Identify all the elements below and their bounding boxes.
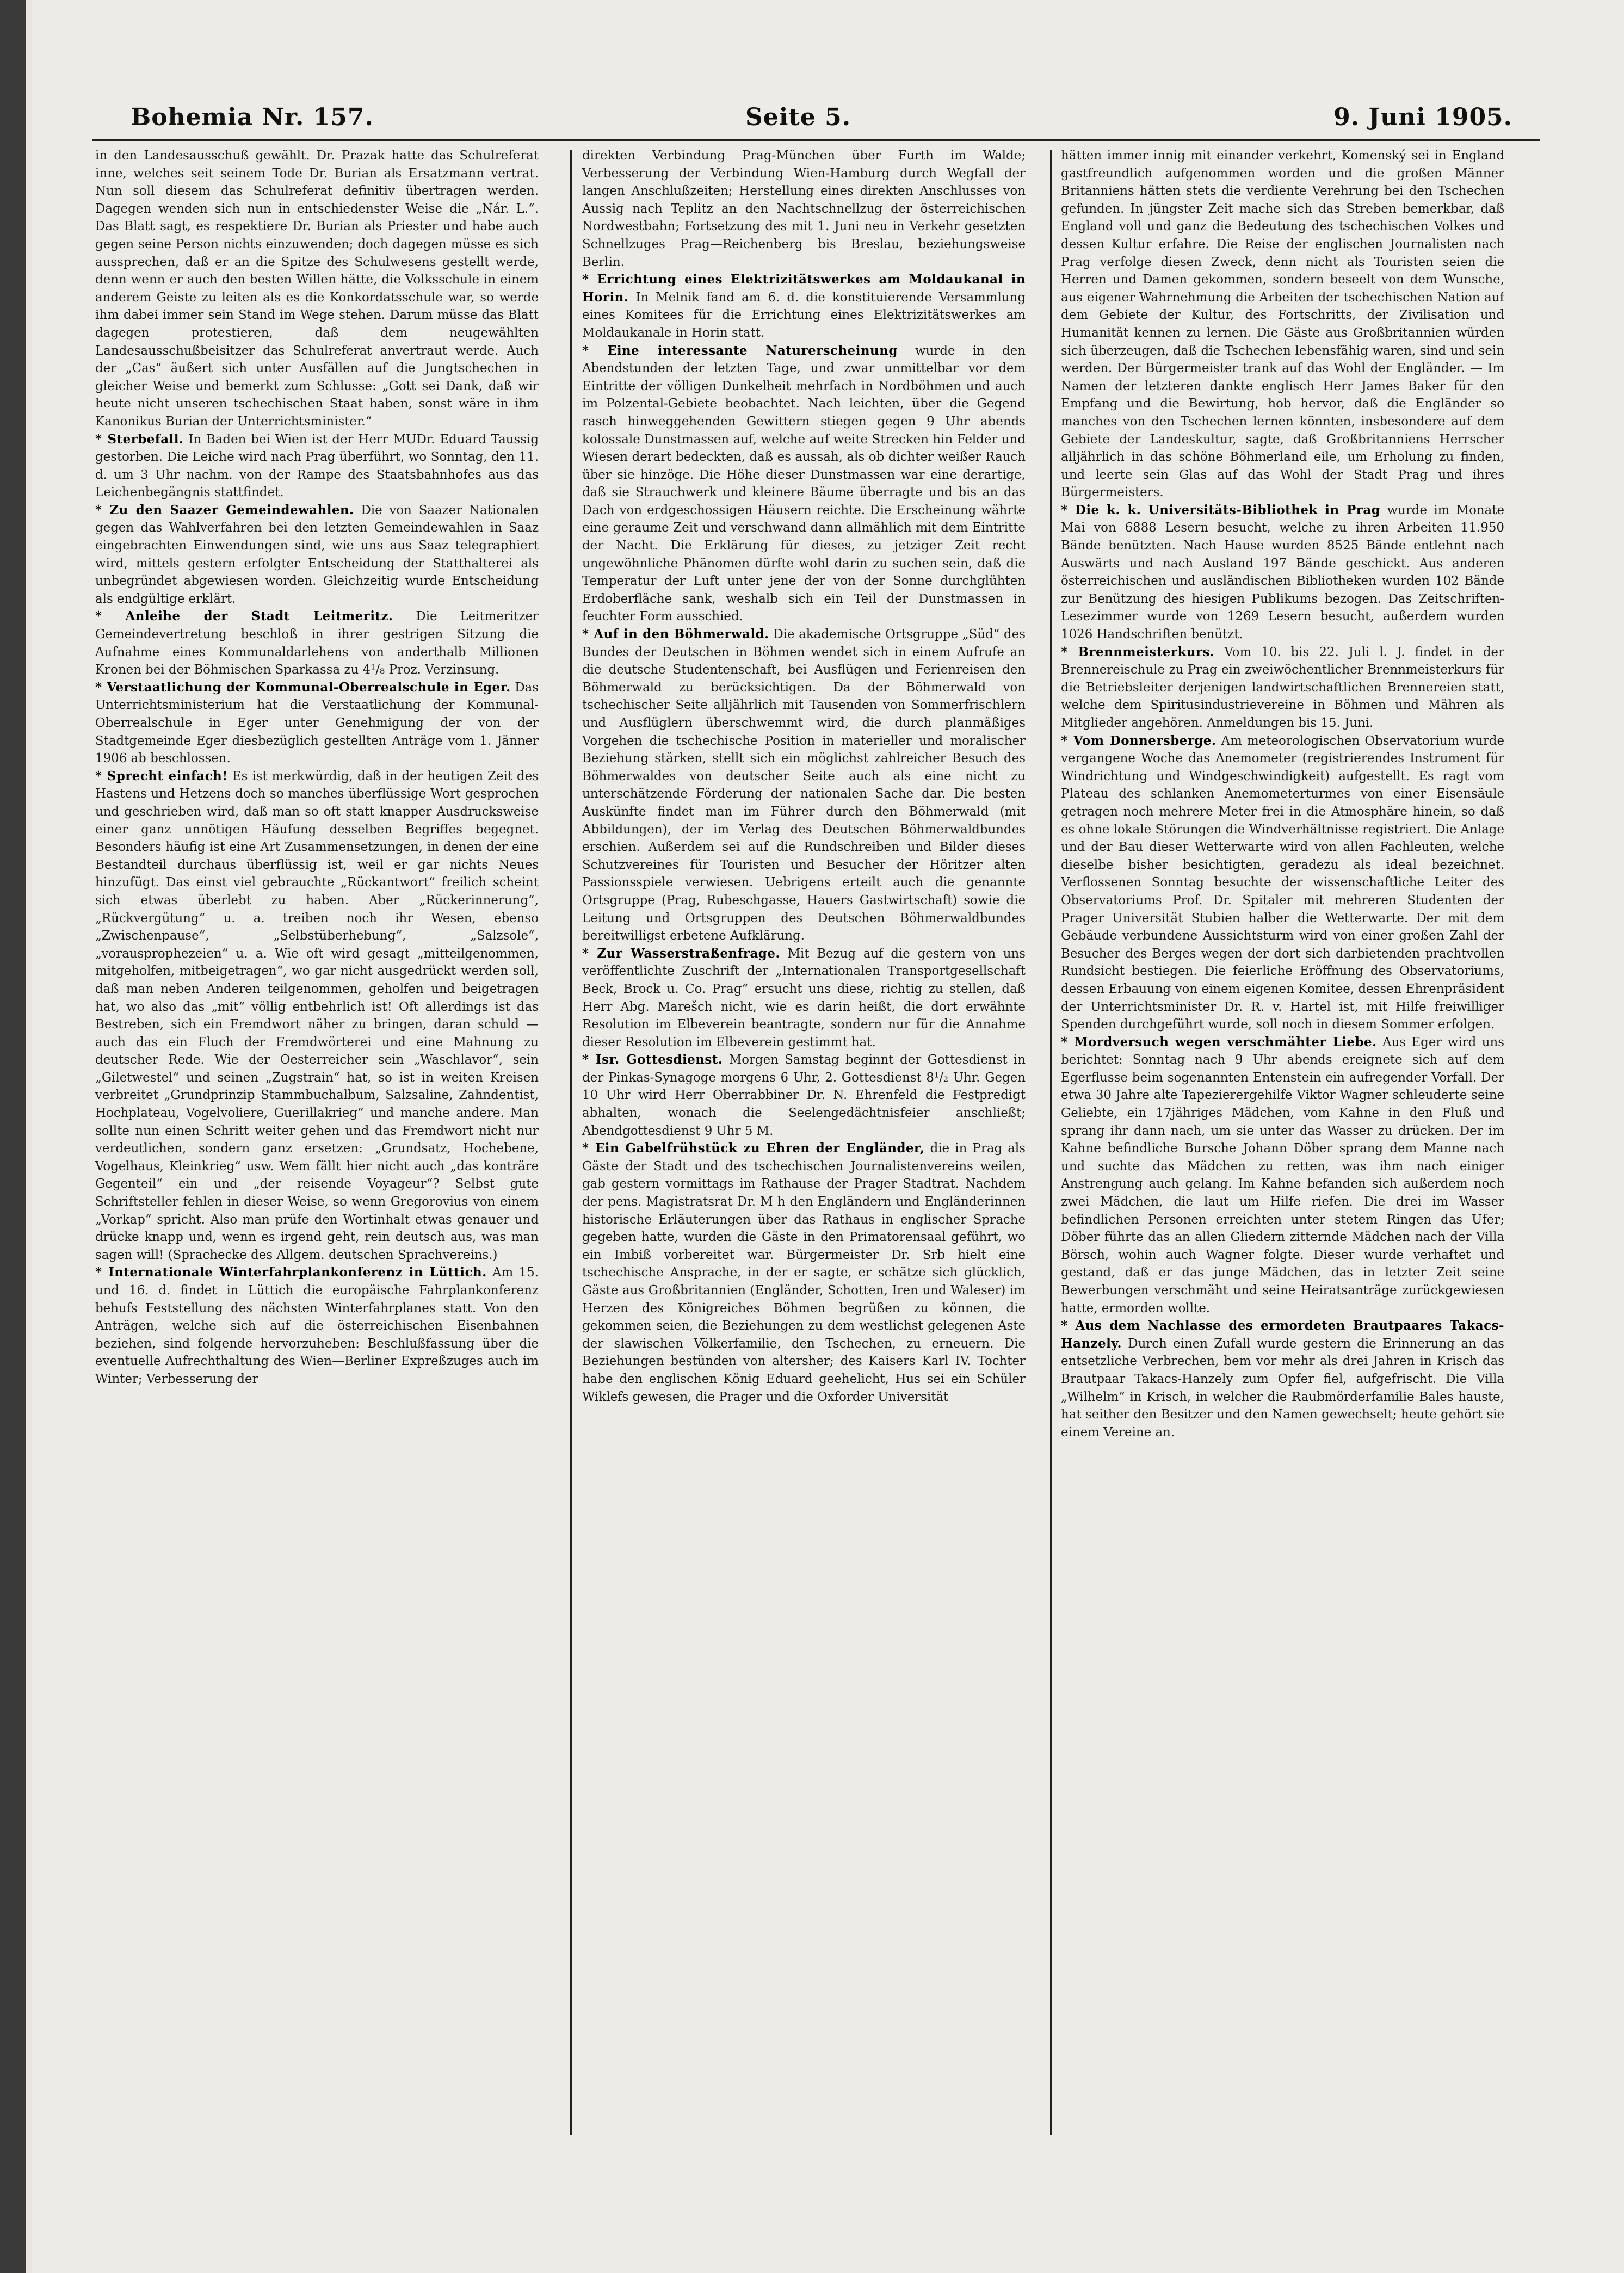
article-heading: * Auf in den Böhmerwald. — [582, 627, 769, 642]
article — [1061, 1317, 1504, 1441]
column-3 — [1061, 147, 1504, 2171]
article-body: Vom 10. bis 22. Juli l. J. findet in der Brennereischule zu Prag ein zweiwöchentlicher Brennmeisterkurs für die Betriebsleiter derjenigen landwirtschaftlichen Brennereien statt, welche dem Spiritusindustrievereine in Böhmen und Mähren als Mitglieder angehören. Anmeldungen bis 15. Juni. — [1061, 645, 1504, 730]
article-body: die in Prag als Gäste der Stadt und des tschechischen Journalistenvereins weilen, gab gestern vormittags im Rathause der Prager Stadtrat. Nachdem der pens. Magistratsrat Dr. M h den Engländern und Engländerinnen historische Erläuterungen über das Rathaus in englischer Sprache gegeben hatte, wurden die Gäste in den Primatorensaal geführt, wo ein Imbiß vorbereitet war. Bürgermeister Dr. Srb hielt eine tschechische Ansprache, in der er sagte, er schätze sich glücklich, Gäste aus Großbritannien (Engländer, Schotten, Iren und Waleser) im Herzen des Königreiches Böhmen begrüßen zu können, die gekommen seien, die Beziehungen zu dem westlichst gelegenen Aste der slawischen Völkerfamilie, den Tschechen, zu erneuern. Die Beziehungen bestünden von altersher; des Kaisers Karl IV. Tochter habe den englischen König Eduard geehelicht, Hus sei ein Schüler Wiklefs gewesen, die Prager und die Oxforder Universität — [582, 1141, 1026, 1404]
article-heading: * Sprecht einfach! — [95, 768, 228, 783]
article — [582, 271, 1026, 342]
article-heading: * Errichtung eines Elektrizitätswerkes am Moldaukanal in Horin. — [582, 272, 1026, 305]
article-body: In Melnik fand am 6. d. die konstituierende Versammlung eines Komitees für die Errichtung eines Elektrizitätswerkes am Moldaukanale in Horin statt. — [582, 290, 1026, 340]
article-heading: * Zur Wasserstraßenfrage. — [582, 946, 780, 961]
article-body: Am meteorologischen Observatorium wurde vergangene Woche das Anemometer (registrierendes Instrument für Windrichtung und Windgeschwindigkeit) aufgestellt. Es ragt vom Plateau des schlanken Anemometerturmes von einer Eisensäule getragen noch mehrere Meter frei in die Atmosphäre hinein, so daß es ohne lokale Störungen die Windverhältnisse registriert. Die Anlage und der Bau dieser Wetterwarte wird von allen Fachleuten, welche dieselbe bisher besichtigten, geradezu als ideal bezeichnet. Verflossenen Sonntag besuchte der wissenschaftliche Leiter des Observatoriums Prof. Dr. Spitaler mit mehreren Studenten der Prager Universität Stubien halber die Wetterwarte. Der mit dem Gebäude verbundene Aussichtsturm wird von einer großen Zahl der Besucher des Berges wegen der dort sich darbietenden prachtvollen Rundsicht bestiegen. Die feierliche Eröffnung des Observatoriums, dessen Erbauung von einem eigenen Komitee, dessen Ehrenpräsident der Unterrichtsminister Dr. R. v. Hartel ist, mit Hilfe freiwilliger Spenden durchgeführt wurde, soll noch in diesem Sommer erfolgen. — [1061, 733, 1504, 1032]
article-body: direkten Verbindung Prag-München über Furth im Walde; Verbesserung der Verbindung Wien-Hamburg durch Wegfall der langen Anschlußzeiten; Herstellung eines direkten Anschlusses von Aussig nach Teplitz an den Nachtschnellzug der österreichischen Nordwestbahn; Fortsetzung des mit 1. Juni neu in Verkehr gesetzten Schnellzuges Prag—Reichenberg bis Breslau, beziehungsweise Berlin. — [582, 149, 1026, 269]
article-body: wurde in den Abendstunden der letzten Tage, und zwar unmittelbar vor dem Eintritte der völligen Dunkelheit mehrfach in Nordböhmen und auch im Polzental-Gebiete beobachtet. Nach leichten, über die Gegend rasch hinweggehenden Gewittern stiegen gegen 9 Uhr abends kolossale Dunstmassen auf, welche auf weite Strecken hin Felder und Wiesen derart bedeckten, daß es aussah, als ob dichter weißer Rauch über sie hinzöge. Die Höhe dieser Dunstmassen war eine derartige, daß sie Strauchwerk und kleinere Bäume überragte und bis an das Dach von erdgeschossigen Häusern reichte. Die Erscheinung währte eine geraume Zeit und verschwand dann allmählich mit dem Eintritte der Nacht. Die Erklärung für dieses, zu jetziger Zeit recht ungewöhnliche Phänomen dürfte wohl darin zu suchen sein, daß die Temperatur der Luft unter jene der von der Sonne durchglühten Erdoberfläche sank, weshalb sich ein Teil der Dunstmassen in feuchter Form ausschied. — [582, 343, 1026, 624]
column-2 — [582, 147, 1026, 2171]
header-date: 9. Juni 1905. — [1333, 103, 1512, 131]
column-divider-2 — [1050, 150, 1052, 2135]
article-body: Mit Bezug auf die gestern von uns veröffentlichte Zuschrift der „Internationalen Transportgesellschaft Beck, Brock u. Co. Prag“ ersucht uns diese, richtig zu stellen, daß Herr Abg. Marešch nicht, wie es darin heißt, die dort erwähnte Resolution im Elbeverein beantragte, sondern nur für die Annahme dieser Resolution im Elbeverein gestimmt hat. — [582, 946, 1026, 1049]
article-body: Morgen Samstag beginnt der Gottesdienst in der Pinkas-Synagoge morgens 6 Uhr, 2. Gottesdienst 8¹/₂ Uhr. Gegen 10 Uhr wird Herr Oberrabbiner Dr. N. Ehrenfeld die Festpredigt abhalten, wonach die Seelengedächtnisfeier anschließt; Abendgottesdienst 9 Uhr 5 M. — [582, 1053, 1026, 1138]
article — [95, 147, 539, 431]
article-body: Die Leitmeritzer Gemeindevertretung beschloß in ihrer gestrigen Sitzung die Aufnahme eines Kommunaldarlehens von anderthalb Millionen Kronen bei der Böhmischen Sparkassa zu 4¹/₈ Proz. Verzinsung. — [95, 609, 539, 677]
article — [95, 431, 539, 502]
header-rule — [92, 139, 1540, 141]
article-body: Durch einen Zufall wurde gestern die Erinnerung an das entsetzliche Verbrechen, bem vor mehr als drei Jahren in Krisch das Brautpaar Takacs-Hanzely zum Opfer fiel, aufgefrischt. Die Villa „Wilhelm“ in Krisch, in welcher die Raubmörderfamilie Bales hauste, hat seither den Besitzer und den Namen gewechselt; heute gehört sie einem Vereine an. — [1061, 1336, 1504, 1440]
article — [95, 679, 539, 768]
article — [582, 147, 1026, 271]
article-heading: * Aus dem Nachlasse des ermordeten Brautpaares Takacs-Hanzely. — [1061, 1318, 1504, 1351]
article-body: Es ist merkwürdig, daß in der heutigen Zeit des Hastens und Hetzens doch so manches überflüssige Wort gesprochen und geschrieben wird, daß man so oft statt knapper Ausdrucksweise einer ganz unnötigen Häufung desselben Begriffes begegnet. Besonders häufig ist eine Art Zusammensetzungen, in denen der eine Bestandteil durchaus überflüssig ist, weil er gar nichts Neues hinzufügt. Das einst viel gebrauchte „Rückantwort“ freilich scheint sich etwas überlebt zu haben. Aber „Rückerinnerung“, „Rückvergütung“ u. a. treiben noch ihr Wesen, ebenso „Zwischenpause“, „Selbstüberhebung“, „Salzsole“, „vorausprophezeien“ u. a. Wie oft wird gesagt „mitteilgenommen, mitgeholfen, mitbeigetragen“, wo gar nicht ausgedrückt werden soll, daß man neben Anderen teilgenommen, geholfen und beigetragen hat, wo also das „mit“ völlig entbehrlich ist! Oft allerdings ist das Bestreben, sich ein Fremdwort näher zu bringen, daran schuld — auch das ein Fluch der Fremdwörterei und eine Mahnung zu deutscher Rede. Wie der Oesterreicher sein „Waschlavor“, sein „Giletwestel“ und seinen „Zugstrain“ hat, so ist in weiten Kreisen verbreitet „Grundprinzip Stammbuchalbum, Salzsaline, Zahndentist, Hochplateau, Vogelvoliere, Guerillakrieg“ und manche andere. Man sollte nun einen Schritt weiter gehen und das Fremdwort nicht nur verdeutlichen, sondern ganz ersetzen: „Grundsatz, Hochebene, Vogelhaus, Kleinkrieg“ usw. Wem fällt hier nicht auch „das konträre Gegenteil“ ein und „der reisende Voyageur“? Selbst gute Schriftsteller fehlen in dieser Weise, so wenn Gregorovius von einem „Vorkap“ spricht. Also man prüfe den Wortinhalt etwas genauer und drücke knapp und, wenn es irgend geht, rein deutsch aus, was man sagen will! (Sprachecke des Allgem. deutschen Sprachvereins.) — [95, 769, 539, 1262]
header-page-number: Seite 5. — [745, 103, 851, 131]
article-body: hätten immer innig mit einander verkehrt, Komenský sei in England gastfreundlich aufgenommen worden und die großen Männer Britanniens hätten stets die verdiente Verehrung bei den Tschechen gefunden. In jüngster Zeit mache sich das Streben bemerkbar, daß England voll und ganz die Bedeutung des tschechischen Volkes und dessen Kultur erfahre. Die Reise der englischen Journalisten nach Prag verfolge diesen Zweck, denn nicht als Touristen seien die Herren und Damen gekommen, sondern beseelt von dem Wunsche, aus eigener Wahrnehmung die Arbeiten der tschechischen Nation auf dem Gebiete der Kultur, des Fortschritts, der Zivilisation und Humanität kennen zu lernen. Die Gäste aus Großbritannien würden sich überzeugen, daß die Tschechen lebensfähig waren, sind und sein werden. Der Bürgermeister trank auf das Wohl der Engländer. — Im Namen der letzteren dankte englisch Herr James Baker für den Empfang und die Bewirtung, hob hervor, daß die Engländer so manches von den Tschechen lernen könnten, insbesondere auf dem Gebiete der Landeskultur, sagte, daß Großbritanniens Herrscher alljährlich in das schöne Böhmerland eile, um Erholung zu finden, und leerte sein Glas auf das Wohl der Stadt Prag und ihres Bürgermeisters. — [1061, 149, 1504, 500]
article-heading: * Isr. Gottesdienst. — [582, 1052, 723, 1067]
column-divider-1 — [570, 150, 572, 2135]
page-header — [98, 98, 1512, 141]
article-heading: * Zu den Saazer Gemeindewahlen. — [95, 502, 354, 517]
article-heading: * Sterbefall. — [95, 431, 184, 447]
article — [582, 1051, 1026, 1140]
article-heading: * Eine interessante Naturerscheinung — [582, 343, 898, 358]
article-heading: * Anleihe der Stadt Leitmeritz. — [95, 609, 393, 624]
article — [582, 342, 1026, 626]
article-body: wurde im Monate Mai von 6888 Lesern besucht, welche zu ihren Arbeiten 11.950 Bände benützten. Nach Hause wurden 8525 Bände entlehnt nach Auswärts und nach Ausland 197 Bände geschickt. Aus anderen österreichischen und ausländischen Bibliotheken wurden 102 Bände zur Benützung des hiesigen Publikums bezogen. Das Zeitschriften-Lesezimmer wurde von 1269 Lesern besucht, außerdem wurden 1026 Handschriften benützt. — [1061, 503, 1504, 642]
article — [95, 608, 539, 678]
article-body: Die von Saazer Nationalen gegen das Wahlverfahren bei den letzten Gemeindewahlen in Saaz eingebrachten Einwendungen sind, wie uns aus Saaz telegraphiert wird, mittels gestern erfolgter Entscheidung der Statthalterei als unbegründet abgewiesen worden. Gleichzeitig wurde Entscheidung als endgültige erklärt. — [95, 503, 539, 606]
article-body: In Baden bei Wien ist der Herr MUDr. Eduard Taussig gestorben. Die Leiche wird nach Prag überführt, wo Sonntag, den 11. d. um 3 Uhr nachm. von der Rampe des Staatsbahnhofes aus das Leichenbegängnis stattfindet. — [95, 432, 539, 500]
article — [95, 502, 539, 608]
column-1 — [95, 147, 539, 2171]
scan-edge-strip — [0, 0, 26, 2273]
article — [582, 945, 1026, 1052]
article — [95, 768, 539, 1264]
article-heading: * Brennmeisterkurs. — [1061, 644, 1215, 659]
article — [582, 626, 1026, 945]
article — [1061, 502, 1504, 644]
article-body: Die akademische Ortsgruppe „Süd“ des Bundes der Deutschen in Böhmen wendet sich in einem Aufrufe an die deutsche Studentenschaft, bei Ausflügen und Ferienreisen den Böhmerwald zu berücksichtigen. Da der Böhmerwald von tschechischer Seite alljährlich mit Tausenden von Sommerfrischlern und Ausflüglern überschwemmt wird, die durch planmäßiges Vorgehen die tschechische Position in materieller und moralischer Beziehung stärken, stellt sich ein möglichst zahlreicher Besuch des Böhmerwaldes von deutscher Seite auch als eine nicht zu unterschätzende Förderung der nationalen Sache dar. Die besten Auskünfte findet man im Führer durch den Böhmerwald (mit Abbildungen), der im Verlag des Deutschen Böhmerwaldbundes erschien. Außerdem sei auf die Rundschreiben und Bilder dieses Schutzvereines für Touristen und Besucher der Höritzer alten Passionsspiele verwiesen. Uebrigens erteilt auch die genannte Ortsgruppe (Prag, Rubeschgasse, Hauers Gastwirtschaft) sowie die Leitung und Ortsgruppen des Deutschen Böhmerwaldbundes bereitwilligst erbetene Aufklärung. — [582, 627, 1026, 943]
article — [95, 1264, 539, 1388]
article — [582, 1140, 1026, 1406]
header-masthead: Bohemia Nr. 157. — [131, 103, 374, 131]
article — [1061, 147, 1504, 502]
article-heading: * Verstaatlichung der Kommunal-Oberrealschule in Eger. — [95, 680, 511, 695]
article-body: Aus Eger wird uns berichtet: Sonntag nach 9 Uhr abends ereignete sich auf dem Egerflusse beim sogenannten Entenstein ein aufregender Vorfall. Der etwa 30 Jahre alte Tapezierergehilfe Viktor Wagner schleuderte seine Geliebte, ein 17jähriges Mädchen, vom Kahne in den Fluß und sprang ihr dann nach, um sie unter das Wasser zu drücken. Der im Kahne befindliche Bursche Johann Döber sprang dem Manne nach und suchte das Mädchen zu retten, was ihm nach einiger Anstrengung auch gelang. Im Kahne befanden sich außerdem noch zwei Mädchen, die laut um Hilfe riefen. Die drei im Wasser befindlichen Personen erreichten unter stetem Ringen das Ufer; Döber führte das an allen Gliedern zitternde Mädchen nach der Villa Börsch, wohin auch Wagner folgte. Dieser wurde verhaftet und gestand, daß er das junge Mädchen, das in letzter Zeit seine Bewerbungen verschmäht und seine Heiratsanträge zurückgewiesen hatte, ermorden wollte. — [1061, 1035, 1504, 1315]
article — [1061, 1034, 1504, 1318]
article-heading: * Vom Donnersberge. — [1061, 733, 1217, 748]
article-heading: * Die k. k. Universitäts-Bibliothek in Prag — [1061, 502, 1381, 517]
article — [1061, 732, 1504, 1034]
article-body: in den Landesausschuß gewählt. Dr. Prazak hatte das Schulreferat inne, welches seit seinem Tode Dr. Burian als Ersatzmann vertrat. Nun soll diesem das Schulreferat definitiv übertragen werden. Dagegen wenden sich nun in entschiedenster Weise die „Nár. L.“. Das Blatt sagt, es respektiere Dr. Burian als Priester und habe auch gegen seine Person nichts einzuwenden; doch dagegen müsse es sich aussprechen, daß er an die Spitze des Schulwesens gestellt werde, denn wenn er auch den besten Willen hätte, die Volksschule in einem anderem Geiste zu leiten als es die Konkordatsschule war, so werde ihm dabei immer sein Stand im Wege stehen. Darum müsse das Blatt dagegen protestieren, daß dem neugewählten Landesausschußbeisitzer das Schulreferat anvertraut werde. Auch der „Cas“ äußert sich unter Ausfällen auf die Jungtschechen in gleicher Weise und bemerkt zum Schlusse: „Gott sei Dank, daß wir heute nicht unseren tschechischen Staat haben, sonst wäre in ihm Kanonikus Burian der Unterrichtsminister.“ — [95, 149, 539, 429]
article-body: Das Unterrichtsministerium hat die Verstaatlichung der Kommunal-Oberrealschule in Eger unter Genehmigung der von der Stadtgemeinde Eger diesbezüglich gestellten Anträge vom 1. Jänner 1906 ab beschlossen. — [95, 680, 539, 766]
article — [1061, 644, 1504, 732]
article-heading: * Internationale Winterfahrplankonferenz in Lüttich. — [95, 1265, 487, 1280]
article-body: Am 15. und 16. d. findet in Lüttich die europäische Fahrplankonferenz behufs Feststellung des nächsten Winterfahrplanes statt. Von den Anträgen, welche sich auf die österreichischen Eisenbahnen beziehen, sind folgende hervorzuheben: Beschlußfassung über die eventuelle Aufrechthaltung des Wien—Berliner Expreßzuges auch im Winter; Verbesserung der — [95, 1265, 539, 1386]
article-heading: * Mordversuch wegen verschmähter Liebe. — [1061, 1034, 1377, 1049]
article-heading: * Ein Gabelfrühstück zu Ehren der Engländer, — [582, 1141, 925, 1156]
